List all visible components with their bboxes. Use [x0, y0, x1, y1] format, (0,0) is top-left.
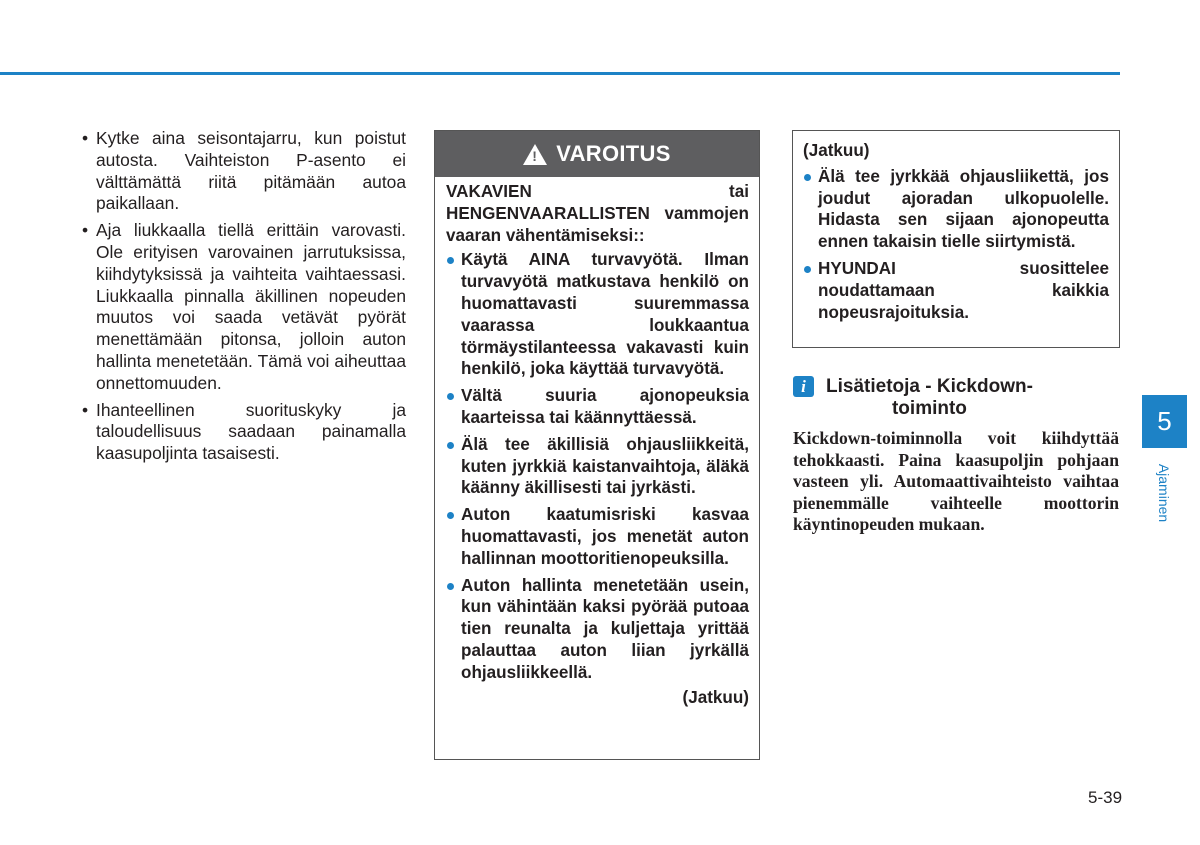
- warning-triangle-icon: !: [523, 144, 547, 165]
- page-number: 5-39: [1088, 788, 1123, 807]
- warning-bullet-item: Vältä suuria ajonopeuksia kaarteissa tai käännyttäessä.: [446, 385, 749, 429]
- left-bullet-item: • Kytke aina seisontajarru, kun poistut autosta. Vaihteiston P-asento ei välttämättä riitä pitämään autoa paikallaan.: [82, 128, 406, 215]
- info-section: [793, 376, 1119, 536]
- warning-bullet-item: Älä tee äkillisiä ohjausliikkeitä, kuten jyrkkiä kaistanvaihtoja, äläkä käänny äkillisesti tai jyrkästi.: [446, 434, 749, 499]
- warning-bullet-item: Auton kaatumisriski kasvaa huomattavasti, jos menetät auton hallinnan moottoritienopeuksilla.: [446, 504, 749, 569]
- chapter-label: [1152, 458, 1176, 528]
- info-title: [793, 376, 1119, 420]
- info-title-text: [826, 376, 1033, 420]
- continued-bullet-list: [803, 166, 1109, 324]
- continued-label: (Jatkuu): [803, 141, 870, 160]
- left-column: [82, 128, 406, 470]
- warning-bullet-list: [446, 249, 749, 683]
- continued-warning-box: [792, 130, 1120, 348]
- warning-title: VAROITUS: [556, 141, 671, 166]
- info-title-line1: Lisätietoja - Kickdown-: [826, 376, 1033, 397]
- info-icon: i: [793, 376, 814, 397]
- warning-body: [435, 181, 759, 708]
- left-bullet-item: • Aja liukkaalla tiellä erittäin varovasti. Ole erityisen varovainen jarrutuksissa, kiihdytyksissä ja vaihteita vaihtaessasi. Liukkaalla pinnalla äkillinen nopeuden muutos voi saada vetävät pyörät menettämään pitonsa, jolloin auton hallinta menetetään. Tämä voi aiheuttaa onnettomuuden.: [82, 220, 406, 394]
- warning-intro: VAKAVIEN tai HENGENVAARALLISTEN vammojen vaaran vähentämiseksi::: [446, 182, 749, 245]
- info-title-line2: toiminto: [891, 398, 967, 419]
- warning-bullet-item: Käytä AINA turvavyötä. Ilman turvavyötä matkustava henkilö on huomattavasti suuremmassa vaarassa loukkaantua törmäystilanteessa vakavasti kuin henkilö, joka käyttää turvavyötä.: [446, 249, 749, 380]
- warning-continued-label: (Jatkuu): [682, 687, 749, 707]
- warning-box: [434, 130, 760, 760]
- continued-bullet-item: HYUNDAI suosittelee noudattamaan kaikkia nopeusrajoituksia.: [803, 258, 1109, 323]
- continued-bullet-item: Älä tee jyrkkää ohjausliikettä, jos joudut ajoradan ulkopuolelle. Hidasta sen sijaan ajonopeutta ennen takaisin tielle siirtymistä.: [803, 166, 1109, 253]
- chapter-tab: 5: [1142, 395, 1187, 448]
- chapter-label-text: Ajaminen: [1156, 463, 1172, 523]
- left-bullet-item: • Ihanteellinen suorituskyky ja taloudellisuus saadaan painamalla kaasupoljinta tasaisesti.: [82, 400, 406, 465]
- info-text: Kickdown-toiminnolla voit kiihdyttää tehokkaasti. Paina kaasupoljin pohjaan vasteen yli. Automaattivaihteisto vaihtaa pienemmälle vaihteelle moottorin käyntinopeuden mukaan.: [793, 428, 1119, 535]
- warning-header: [435, 131, 759, 177]
- warning-bullet-item: Auton hallinta menetetään usein, kun vähintään kaksi pyörää putoaa tien reunalta ja kuljettaja yrittää palauttaa auton liian jyrkällä ohjausliikkeellä.: [446, 575, 749, 684]
- left-bullet-list: [82, 128, 406, 465]
- header-rule: [0, 72, 1120, 75]
